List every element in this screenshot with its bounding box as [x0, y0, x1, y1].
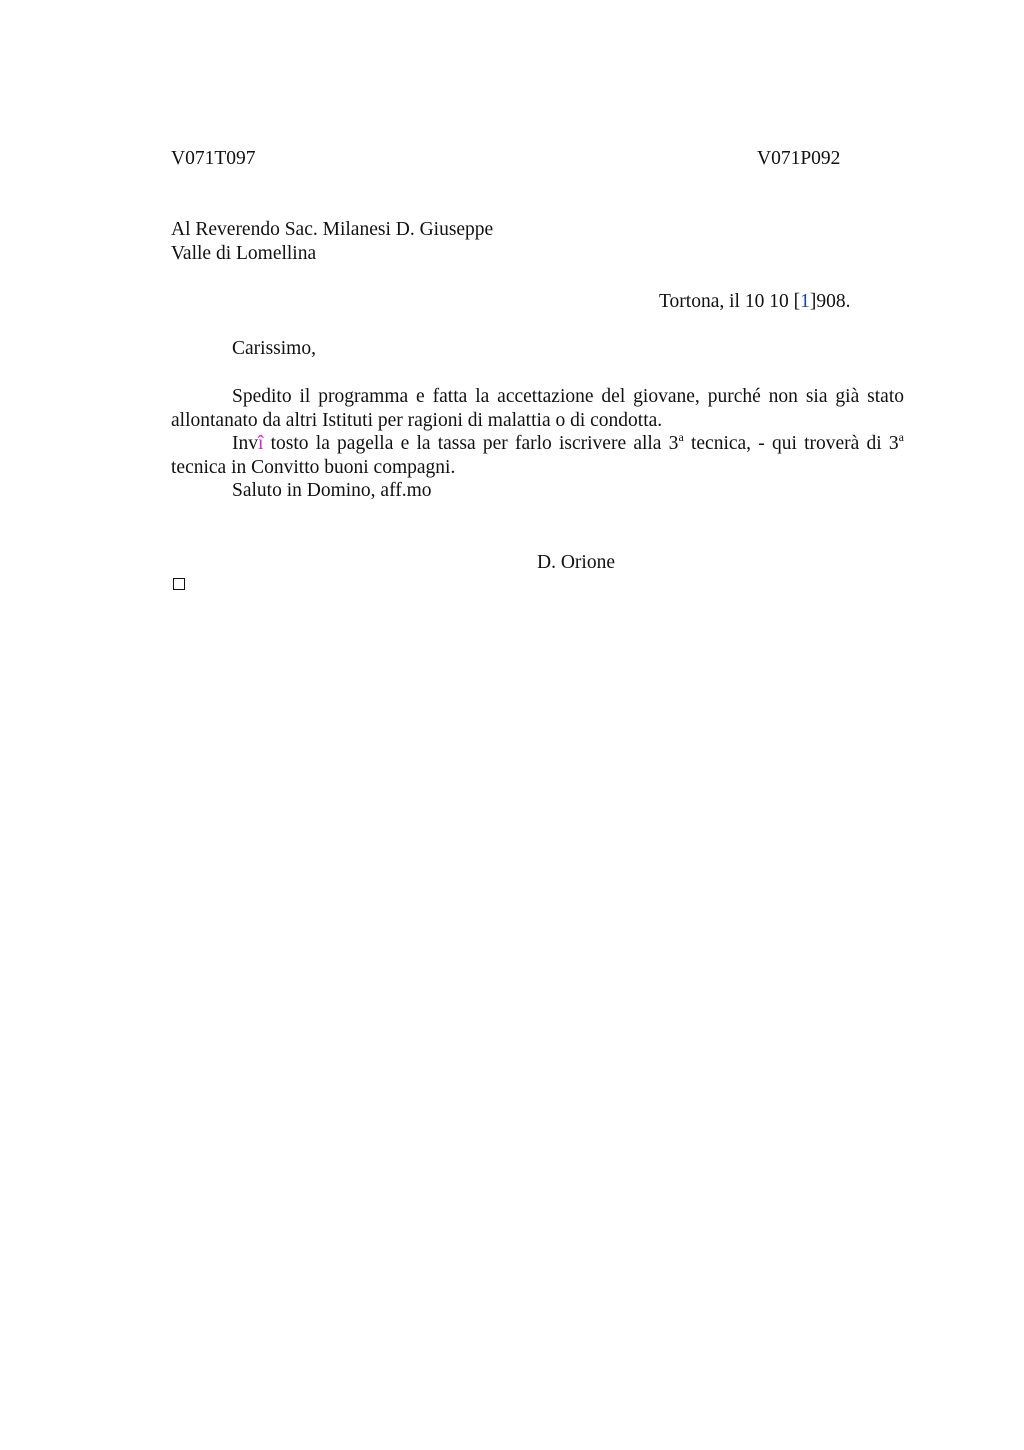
date-suffix: ]908.	[809, 291, 851, 312]
p2-ordinal-1: a	[678, 429, 684, 444]
letter-date	[659, 290, 850, 314]
date-prefix: Tortona, il 10 10 [	[659, 291, 801, 312]
paragraph-1: Spedito il programma e fatta la accettazione del giovane, purché non sia già stato allontanato da altri Istituti per ragioni di malattia o di condotta.	[171, 386, 904, 431]
letter-body	[171, 385, 904, 503]
paragraph-3: Saluto in Domino, aff.mo	[232, 480, 432, 501]
p2-part4: tecnica in Convitto buoni compagni.	[171, 456, 456, 478]
paragraph-2	[171, 429, 904, 479]
p2-part2: tosto la pagella e la tassa per farlo iscrivere alla 3	[263, 433, 679, 454]
p2-accent-char: î	[258, 433, 264, 454]
recipient-place: Valle di Lomellina	[171, 243, 317, 264]
salutation: Carissimo,	[232, 338, 316, 359]
date-bracket-digit: 1	[800, 291, 810, 312]
p2-part3: tecnica, - qui troverà di 3	[683, 433, 899, 454]
p2-ordinal-2: a	[898, 429, 904, 444]
signature: D. Orione	[537, 552, 615, 573]
document-code-right: V071P092	[757, 148, 841, 169]
p2-part1: Inv	[232, 433, 258, 454]
checkbox-square-icon	[173, 578, 185, 590]
recipient-name: Al Reverendo Sac. Milanesi D. Giuseppe	[171, 219, 494, 240]
document-code-left: V071T097	[171, 148, 256, 169]
